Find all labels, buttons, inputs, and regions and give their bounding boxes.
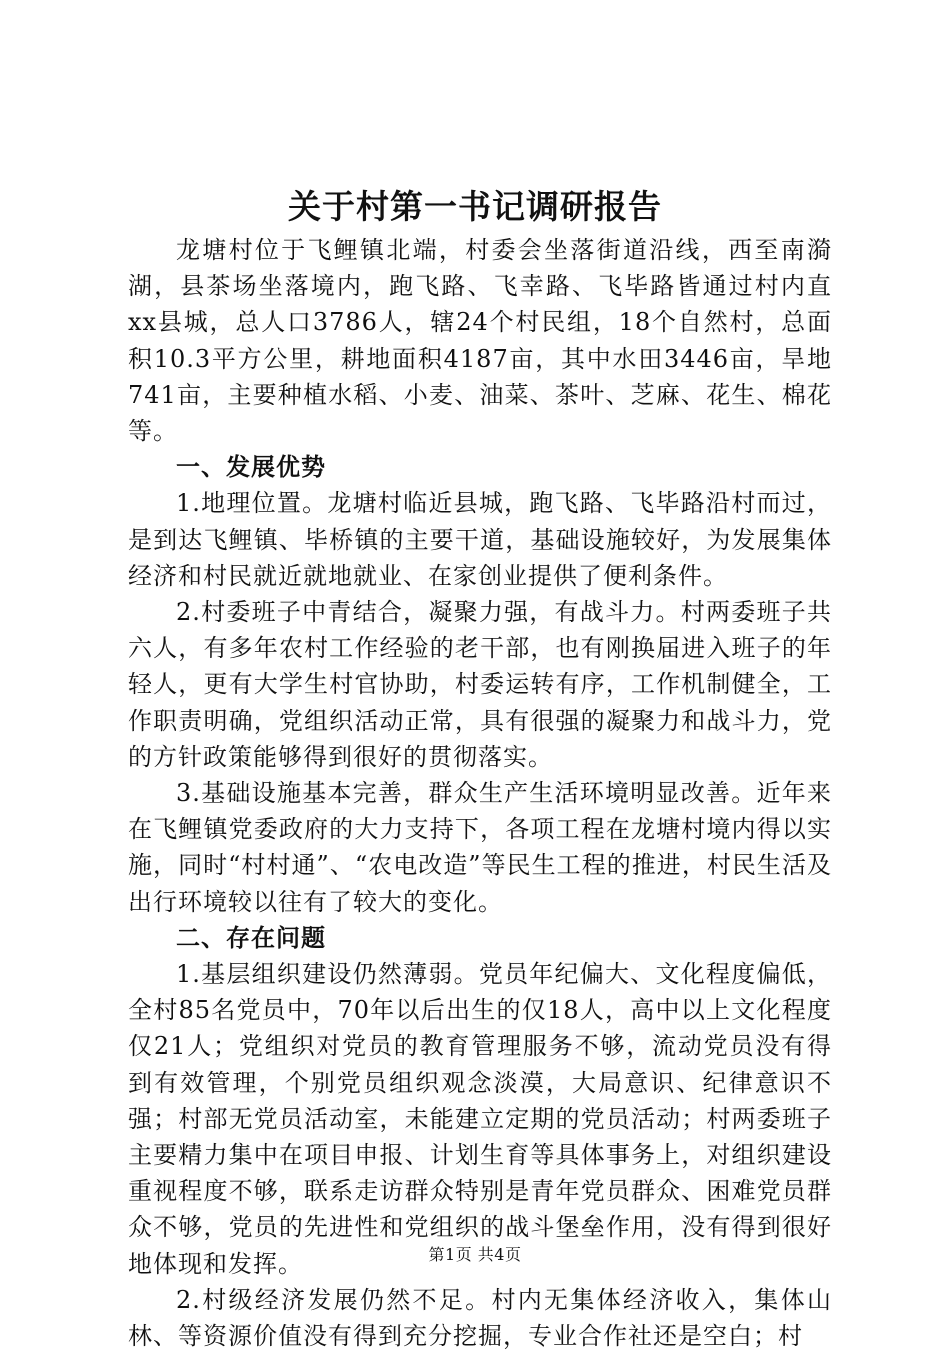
document-body (128, 232, 832, 1354)
advantage-paragraph-3: 3.基础设施基本完善，群众生产生活环境明显改善。近年来在飞鲤镇党委政府的大力支持下，各项工程在龙塘村境内得以实施，同时“村村通”、“农电改造”等民生工程的推进，村民生活及出行环境较以往有了较大的变化。 (128, 779, 832, 916)
section-heading-advantages: 一、发展优势 (176, 452, 326, 482)
advantage-paragraph-1: 1.地理位置。龙塘村临近县城，跑飞路、飞毕路沿村而过，是到达飞鲤镇、毕桥镇的主要干道，基础设施较好，为发展集体经济和村民就近就地就业、在家创业提供了便利条件。 (128, 489, 832, 590)
intro-paragraph: 龙塘村位于飞鲤镇北端，村委会坐落街道沿线，西至南漪湖，县茶场坐落境内，跑飞路、飞幸路、飞毕路皆通过村内直xx县城，总人口3786人，辖24个村民组，18个自然村，总面积10.3平方公里，耕地面积4187亩，其中水田3446亩，旱地741亩，主要种植水稻、小麦、油菜、茶叶、芝麻、花生、棉花等。 (128, 236, 832, 446)
document-title: 关于村第一书记调研报告 (288, 187, 662, 226)
advantage-paragraph-2: 2.村委班子中青结合，凝聚力强，有战斗力。村两委班子共六人，有多年农村工作经验的老干部，也有刚换届进入班子的年轻人，更有大学生村官协助，村委运转有序，工作机制健全，工作职责明确，党组织活动正常，具有很强的凝聚力和战斗力，党的方针政策能够得到很好的贯彻落实。 (128, 598, 832, 771)
problem-paragraph-1: 1.基层组织建设仍然薄弱。党员年纪偏大、文化程度偏低，全村85名党员中，70年以后出生的仅18人，高中以上文化程度仅21人；党组织对党员的教育管理服务不够，流动党员没有得到有效管理，个别党员组织观念淡漠，大局意识、纪律意识不强；村部无党员活动室，未能建立定期的党员活动；村两委班子主要精力集中在项目申报、计划生育等具体事务上，对组织建设重视程度不够，联系走访群众特别是青年党员群众、困难党员群众不够，党员的先进性和党组织的战斗堡垒作用，没有得到很好地体现和发挥。 (128, 960, 832, 1278)
problem-paragraph-2: 2.村级经济发展仍然不足。村内无集体经济收入，集体山林、等资源价值没有得到充分挖掘，专业合作社还是空白；村 (128, 1285, 832, 1351)
page-number-footer: 第1页 共4页 (428, 1245, 522, 1264)
section-heading-problems: 二、存在问题 (176, 922, 326, 952)
